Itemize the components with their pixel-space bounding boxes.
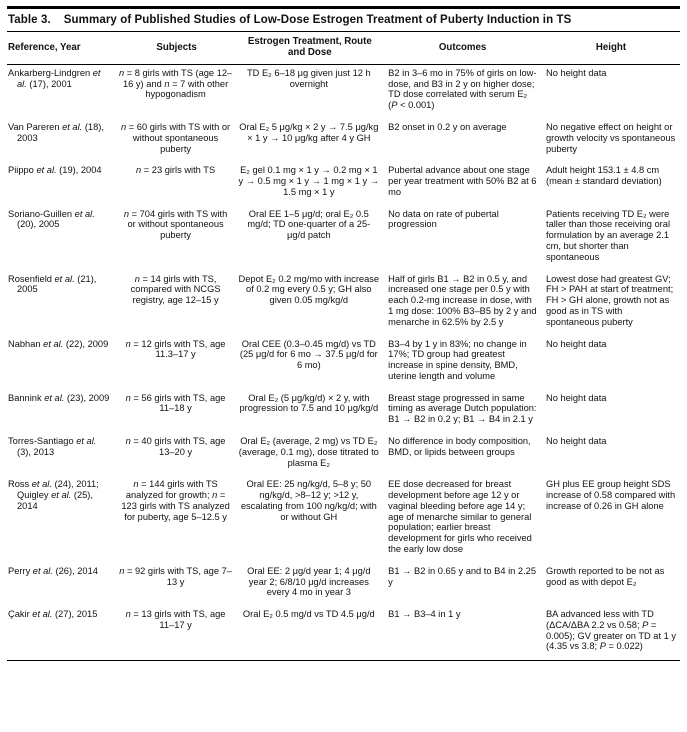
column-header-height: Height xyxy=(542,32,680,64)
column-header-outcomes: Outcomes xyxy=(383,32,542,64)
cell-subjects: n = 60 girls with TS with or without spontaneous puberty xyxy=(121,122,231,154)
cell-height: BA advanced less with TD (ΔCA/ΔBA 2.2 vs 0.58; P = 0.005); GV greater on TD at 1 y (4.35 vs 3.8; P = 0.022) xyxy=(545,609,677,652)
cell-reference: Rosenfield et al. (21), 2005 xyxy=(8,273,97,295)
table-3-figure xyxy=(7,6,680,661)
cell-reference: Perry et al. (26), 2014 xyxy=(8,565,98,576)
cell-height: No height data xyxy=(545,67,607,78)
cell-treatment: Depot E₂ 0.2 mg/mo with increase of 0.2 mg every 0.5 y; GH also given 0.05 mg/kg/d xyxy=(238,273,380,306)
cell-treatment: E₂ gel 0.1 mg × 1 y → 0.2 mg × 1 y → 0.5 mg × 1 y → 1 mg × 1 y → 1.5 mg × 1 y xyxy=(238,165,380,197)
cell-subjects: n = 144 girls with TS analyzed for growth; n = 123 girls with TS analyzed for puberty, age 5–12.5 y xyxy=(121,479,230,522)
cell-outcomes: Half of girls B1 → B2 in 0.5 y, and increased one stage per 0.5 y with each 0.2-mg increase in dose, with 1 mg dose: 100% B3–B5 by 2 y and menarche in 62.5% by 2.5 y xyxy=(388,273,537,327)
cell-height: Adult height 153.1 ± 4.8 cm (mean ± standard deviation) xyxy=(545,165,662,187)
cell-reference: Soriano-Guillen et al. (20), 2005 xyxy=(8,208,95,230)
cell-reference: Çakir et al. (27), 2015 xyxy=(8,609,98,620)
cell-subjects: n = 14 girls with TS, compared with NCGS registry, age 12–15 y xyxy=(130,273,221,306)
table-row xyxy=(7,563,680,606)
cell-subjects: n = 56 girls with TS, age 11–18 y xyxy=(125,392,226,414)
table-row xyxy=(7,271,680,336)
column-header-reference: Reference, Year xyxy=(7,32,117,64)
cell-height: Lowest dose had greatest GV; FH > PAH at start of treatment; FH > GH alone, growth not as good as in TS with spontaneous puberty xyxy=(545,273,674,327)
cell-height: No height data xyxy=(545,435,607,446)
cell-treatment: Oral EE: 2 μg/d year 1; 4 μg/d year 2; 6/8/10 μg/d increases every 4 mo in year 3 xyxy=(247,565,371,598)
cell-outcomes: B1 → B2 in 0.65 y and to B4 in 2.25 y xyxy=(388,565,536,587)
table-row xyxy=(7,336,680,390)
cell-reference: Torres-Santiago et al. (3), 2013 xyxy=(8,435,97,457)
table-row xyxy=(7,206,680,271)
cell-outcomes: B3–4 by 1 y in 83%; no change in 17%; TD group had greatest increase in spine density, BMD, uterine length and volume xyxy=(388,338,527,381)
cell-treatment: Oral CEE (0.3–0.45 mg/d) vs TD (25 μg/d for 6 mo → 37.5 μg/d for 6 mo) xyxy=(239,338,378,371)
cell-treatment: TD E₂ 6–18 μg given just 12 h overnight xyxy=(246,67,371,89)
cell-height: No height data xyxy=(545,392,607,403)
cell-subjects: n = 13 girls with TS, age 11–17 y xyxy=(125,609,226,630)
table-row xyxy=(7,476,680,562)
cell-height: Patients receiving TD E₂ were taller than those receiving oral formulation by an average 2.1 cm, but shorter than spontaneous xyxy=(545,208,671,262)
table-header-row xyxy=(7,32,680,64)
cell-outcomes: Pubertal advance about one stage per year treatment with 50% B2 at 6 mo xyxy=(388,165,537,197)
cell-outcomes: EE dose decreased for breast development before age 12 y or vaginal bleeding before age 14 y; age of menarche similar to general population; earlier breast development for girls who received the early low dose xyxy=(388,479,532,554)
cell-reference: Ankarberg-Lindgren et al. (17), 2001 xyxy=(8,67,101,89)
cell-treatment: Oral E₂ (5 μg/kg/d) × 2 y, with progression to 7.5 and 10 μg/kg/d xyxy=(239,392,379,414)
cell-outcomes: No difference in body composition, BMD, or lipids between groups xyxy=(388,435,531,457)
cell-height: Growth reported to be not as good as with depot E₂ xyxy=(545,565,665,587)
table-row xyxy=(7,390,680,433)
column-header-subjects: Subjects xyxy=(117,32,237,64)
cell-outcomes: B1 → B3–4 in 1 y xyxy=(388,609,461,620)
cell-treatment: Oral EE: 25 ng/kg/d, 5–8 y; 50 ng/kg/d, >8–12 y; >12 y, escalating from 100 ng/kg/d; with or without GH xyxy=(240,479,377,522)
table-row xyxy=(7,606,680,661)
cell-height: No negative effect on height or growth velocity vs spontaneous puberty xyxy=(545,122,676,154)
cell-height: No height data xyxy=(545,338,607,349)
cell-treatment: Oral EE 1–5 μg/d; oral E₂ 0.5 mg/d; TD one-quarter of a 25-μg/d patch xyxy=(247,208,371,241)
table-number: Table 3. xyxy=(8,14,51,26)
table-row xyxy=(7,433,680,476)
cell-subjects: n = 40 girls with TS, age 13–20 y xyxy=(125,435,226,457)
cell-treatment: Oral E₂ (average, 2 mg) vs TD E₂ (average, 0.1 mg), dose titrated to plasma E₂ xyxy=(238,435,379,468)
cell-subjects: n = 8 girls with TS (age 12–16 y) and n = 7 with other hypogonadism xyxy=(118,67,233,100)
cell-height: GH plus EE group height SDS increase of 0.58 compared with increase of 0.26 in GH alone xyxy=(545,479,676,511)
cell-subjects: n = 12 girls with TS, age 11.3–17 y xyxy=(125,338,226,360)
table-row xyxy=(7,162,680,205)
table-body xyxy=(7,64,680,660)
cell-reference: Piippo et al. (19), 2004 xyxy=(8,165,102,176)
cell-treatment: Oral E₂ 5 μg/kg × 2 y → 7.5 μg/kg × 1 y → 10 μg/kg after 4 y GH xyxy=(239,122,379,143)
cell-subjects: n = 92 girls with TS, age 7–13 y xyxy=(119,565,232,587)
cell-outcomes: B2 in 3–6 mo in 75% of girls on low-dose, and B3 in 2 y on higher dose; TD dose correlated with serum E₂ (P < 0.001) xyxy=(388,67,537,111)
cell-treatment: Oral E₂ 0.5 mg/d vs TD 4.5 μg/d xyxy=(242,609,375,620)
table-title xyxy=(7,6,680,32)
cell-subjects: n = 704 girls with TS with or without spontaneous puberty xyxy=(123,208,228,241)
column-header-treatment: Estrogen Treatment, Route and Dose xyxy=(236,32,383,64)
studies-table xyxy=(7,32,680,661)
cell-outcomes: No data on rate of pubertal progression xyxy=(388,208,499,230)
cell-reference: Van Pareren et al. (18), 2003 xyxy=(8,122,104,143)
cell-reference: Nabhan et al. (22), 2009 xyxy=(8,338,109,349)
cell-subjects: n = 23 girls with TS xyxy=(136,165,216,176)
cell-outcomes: Breast stage progressed in same timing as average Dutch population: B1 → B2 in 0.2 y; B1 → B4 in 2.1 y xyxy=(388,392,537,425)
cell-reference: Bannink et al. (23), 2009 xyxy=(8,392,110,403)
cell-reference: Ross et al. (24), 2011; Quigley et al. (25), 2014 xyxy=(8,479,99,511)
table-caption: Summary of Published Studies of Low-Dose Estrogen Treatment of Puberty Induction in TS xyxy=(63,14,572,26)
table-row xyxy=(7,64,680,119)
cell-outcomes: B2 onset in 0.2 y on average xyxy=(388,122,507,132)
table-row xyxy=(7,119,680,162)
